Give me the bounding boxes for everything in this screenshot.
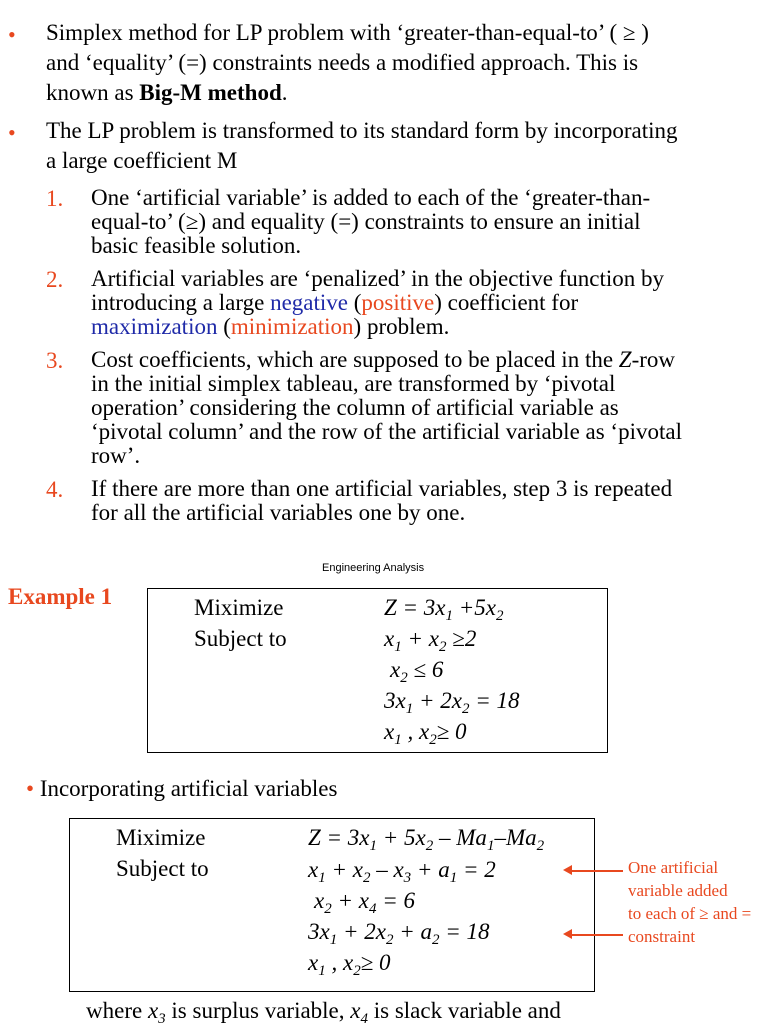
constraint-1: $x_1 + x_2 - x_3 + a_1 = 2$ <box>308 857 496 886</box>
slide-footer: Engineering Analysis <box>322 562 425 574</box>
non-negativity-constraint: $x_1$ , $x_2\ge 0$ <box>384 719 467 748</box>
step-number: 1. <box>46 186 64 211</box>
text-span: ) coefficient for <box>434 290 579 315</box>
arrow-line <box>571 934 623 936</box>
step-text <box>91 477 766 525</box>
text-line: in the initial simplex tableau, are transformed by ‘pivotal <box>91 371 616 396</box>
constraint-2: $x_2 + x_4 = 6$ <box>314 888 415 917</box>
objective-function: $Z = 3x_1 + 5x_2 - Ma_1-Ma_2$ <box>308 825 545 854</box>
text-span: ( <box>217 314 231 339</box>
example-label: Example 1 <box>8 584 113 609</box>
bullet-paragraph <box>46 116 766 176</box>
text-span: where <box>86 998 148 1023</box>
text-line: basic feasible solution. <box>91 233 302 258</box>
text-line <box>46 78 766 108</box>
objective-label: Miximize <box>116 825 206 850</box>
text-span: introducing a large <box>91 290 271 315</box>
objective-function: $Z = 3x_1 +5x_2$ <box>384 595 504 624</box>
incorporating-heading <box>26 774 337 804</box>
text-line: row’. <box>91 443 141 468</box>
objective-label: Miximize <box>194 595 284 620</box>
x3-variable: $x_3$ <box>147 998 166 1027</box>
text-line: operation’ considering the column of artificial variable as <box>91 395 619 420</box>
text-line <box>91 315 766 339</box>
text-span: is slack variable and <box>367 998 561 1023</box>
step-number: 4. <box>46 477 64 502</box>
text-span: ( <box>347 290 362 315</box>
text-span: . <box>281 80 288 105</box>
x4-variable: $x_4$ <box>350 998 368 1027</box>
note-line: constraint <box>628 927 696 946</box>
subject-to-label: Subject to <box>116 856 209 881</box>
text-span: known as <box>46 80 140 105</box>
bullet-marker: • <box>8 22 16 47</box>
non-negativity-constraint: $x_1$ , $x_2\ge 0$ <box>308 950 391 979</box>
text-line: and ‘equality’ (=) constraints needs a modified approach. This is <box>46 50 639 75</box>
step-text <box>91 186 766 258</box>
text-line: If there are more than one artificial variables, step 3 is repeated <box>91 476 673 501</box>
text-line: ‘pivotal column’ and the row of the artificial variable as ‘pivotal <box>91 419 682 444</box>
note-line: to each of ≥ and = <box>628 904 752 923</box>
constraint-3: $3x_1 + 2x_2 = 18$ <box>384 688 520 717</box>
text-line: for all the artificial variables one by one. <box>91 500 466 525</box>
text-line: Simplex method for LP problem with ‘greater-than-equal-to’ ( ≥ ) <box>46 20 649 45</box>
constraint-2: $x_2 \le 6$ <box>390 657 444 686</box>
bullet-marker: • <box>26 776 35 801</box>
maximization-term: maximization <box>91 314 218 339</box>
annotation-note <box>628 856 768 948</box>
text-line: The LP problem is transformed to its standard form by incorporating <box>46 118 678 143</box>
minimization-term: minimization <box>230 314 354 339</box>
subject-to-label: Subject to <box>194 626 287 651</box>
text-line: equal-to’ (≥) and equality (=) constraints to ensure an initial <box>91 209 641 234</box>
step-text <box>91 348 766 468</box>
text-line <box>91 348 766 372</box>
text-span: -row <box>631 347 676 372</box>
bottom-text <box>86 998 561 1027</box>
text-span: Cost coefficients, which are supposed to be placed in the <box>91 347 619 372</box>
text-line: One ‘artificial variable’ is added to each of the ‘greater-than- <box>91 185 651 210</box>
bullet-paragraph <box>46 18 766 108</box>
z-variable: Z <box>618 347 632 372</box>
big-m-method-term: Big-M method <box>139 80 282 105</box>
constraint-3: $3x_1 + 2x_2 + a_2 = 18$ <box>308 919 490 948</box>
bullet-marker: • <box>8 120 16 145</box>
constraint-1: $x_1 + x_2 \ge 2$ <box>384 626 477 655</box>
arrow-line <box>571 870 623 872</box>
text-span: is surplus variable, <box>165 998 351 1023</box>
text-line: a large coefficient M <box>46 148 238 173</box>
step-number: 3. <box>46 348 64 373</box>
step-text <box>91 267 766 339</box>
step-number: 2. <box>46 267 64 292</box>
positive-term: positive <box>361 290 435 315</box>
text-line: Artificial variables are ‘penalized’ in the objective function by <box>91 266 665 291</box>
text-line <box>91 291 766 315</box>
note-line: variable added <box>628 881 728 900</box>
text-span: ) problem. <box>353 314 450 339</box>
note-line: One artificial <box>628 858 719 877</box>
negative-term: negative <box>270 290 348 315</box>
text-span: Incorporating artificial variables <box>34 776 338 801</box>
